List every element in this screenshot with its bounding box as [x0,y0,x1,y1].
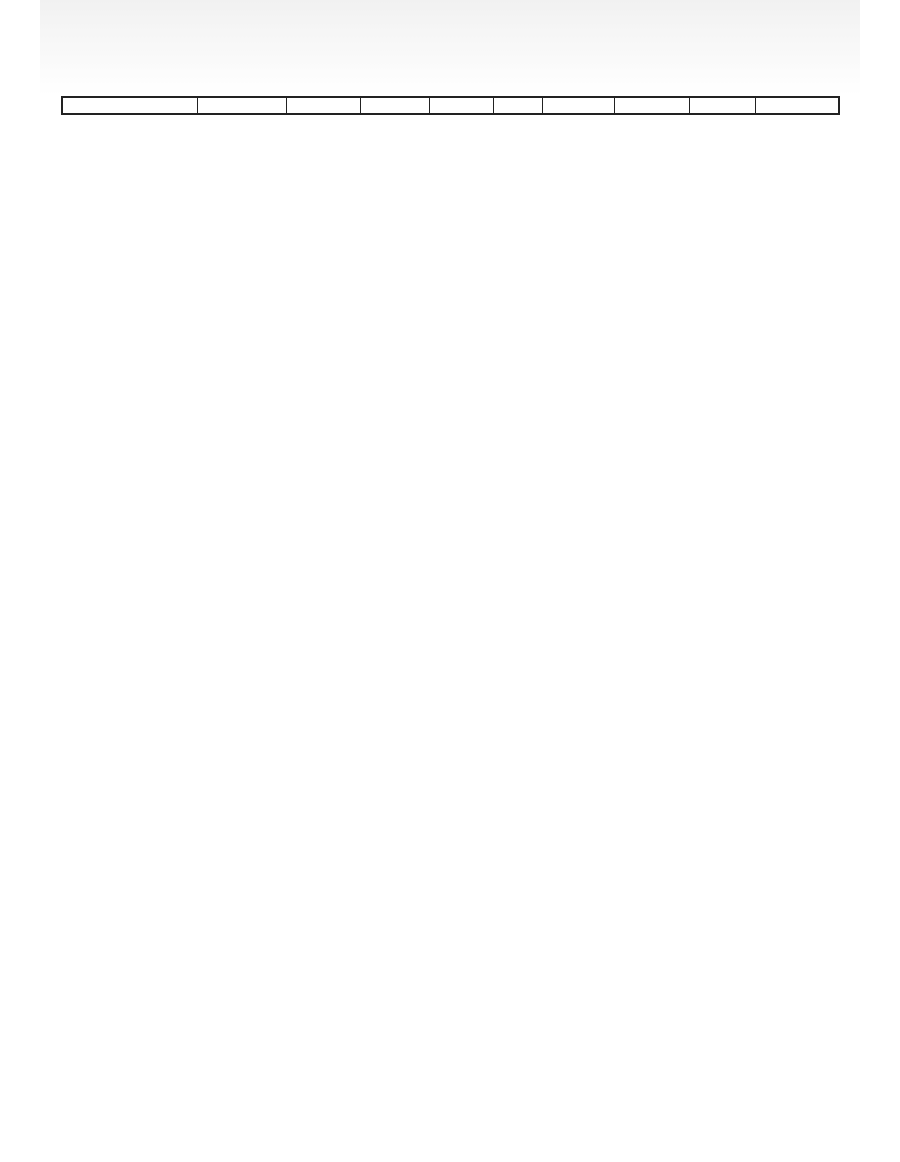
scan-shadow [40,0,860,95]
table-body [62,97,839,114]
header-spacer-row [62,97,839,114]
customer-table [61,96,838,115]
page-footer [0,1064,900,1080]
